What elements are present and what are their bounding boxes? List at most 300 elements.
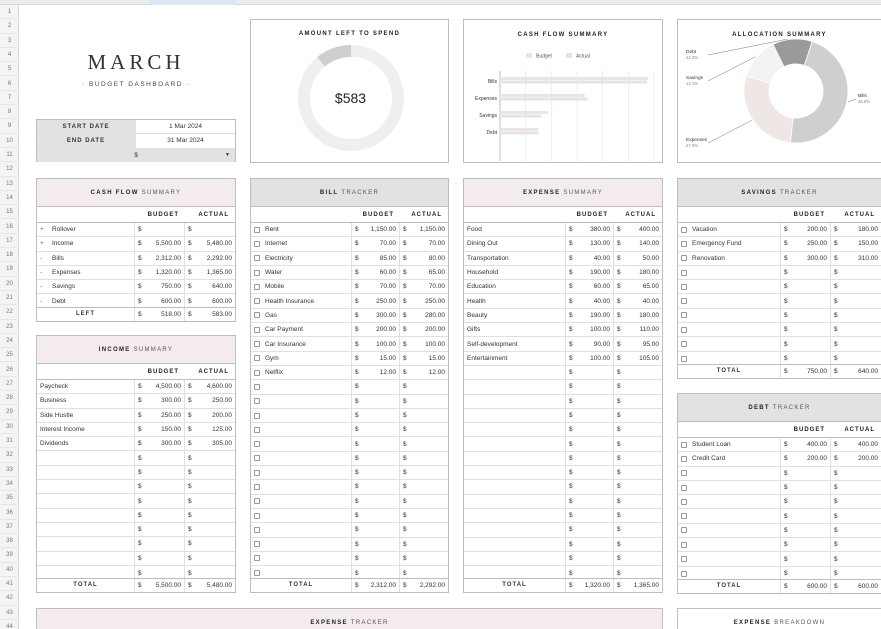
- row-label-cell[interactable]: [251, 480, 352, 493]
- row-number[interactable]: 38: [0, 534, 19, 548]
- actual-cell[interactable]: [614, 380, 662, 393]
- budget-cell[interactable]: [566, 480, 614, 493]
- table-row[interactable]: [464, 223, 662, 237]
- row-label-cell[interactable]: [37, 423, 135, 436]
- budget-cell[interactable]: [566, 423, 614, 436]
- table-row[interactable]: [251, 523, 448, 537]
- table-row[interactable]: [464, 294, 662, 308]
- row-number[interactable]: 29: [0, 405, 19, 419]
- row-label-cell[interactable]: [464, 480, 566, 493]
- row-number[interactable]: 1: [0, 5, 19, 19]
- row-label-cell[interactable]: [37, 494, 135, 507]
- actual-cell[interactable]: [614, 437, 662, 450]
- table-row[interactable]: [464, 409, 662, 423]
- table-row[interactable]: [251, 252, 448, 266]
- row-label-cell[interactable]: [678, 467, 781, 480]
- table-row[interactable]: [37, 480, 235, 494]
- budget-cell[interactable]: [566, 237, 614, 250]
- row-label-cell[interactable]: [464, 538, 566, 551]
- budget-cell[interactable]: [135, 409, 185, 422]
- row-number[interactable]: 19: [0, 262, 19, 276]
- table-row[interactable]: [464, 523, 662, 537]
- actual-cell[interactable]: [185, 537, 235, 550]
- actual-cell[interactable]: [831, 309, 881, 322]
- budget-cell[interactable]: [135, 480, 185, 493]
- row-label-cell[interactable]: [678, 337, 781, 350]
- row-label-cell[interactable]: [37, 466, 135, 479]
- end-date-value[interactable]: 31 Mar 2024: [167, 137, 204, 145]
- budget-cell[interactable]: [135, 280, 185, 293]
- table-row[interactable]: [37, 437, 235, 451]
- checkbox[interactable]: [681, 499, 687, 505]
- table-row[interactable]: [251, 294, 448, 308]
- budget-cell[interactable]: [135, 523, 185, 536]
- budget-cell[interactable]: [135, 380, 185, 393]
- table-row[interactable]: [37, 252, 235, 266]
- checkbox[interactable]: [254, 413, 260, 419]
- actual-cell[interactable]: [614, 466, 662, 479]
- budget-cell[interactable]: [781, 237, 831, 250]
- budget-cell[interactable]: [135, 552, 185, 565]
- row-number[interactable]: 40: [0, 563, 19, 577]
- row-label-cell[interactable]: [464, 366, 566, 379]
- budget-cell[interactable]: [352, 466, 400, 479]
- row-label-cell[interactable]: [251, 466, 352, 479]
- table-row[interactable]: [464, 552, 662, 566]
- table-row[interactable]: [251, 366, 448, 380]
- checkbox[interactable]: [254, 384, 260, 390]
- table-row[interactable]: [464, 395, 662, 409]
- row-label-cell[interactable]: [251, 395, 352, 408]
- row-label-cell[interactable]: [464, 280, 566, 293]
- table-row[interactable]: [37, 509, 235, 523]
- budget-cell[interactable]: [781, 552, 831, 565]
- actual-cell[interactable]: [831, 323, 881, 336]
- actual-cell[interactable]: [831, 337, 881, 350]
- actual-cell[interactable]: [185, 252, 235, 265]
- row-label-cell[interactable]: [678, 237, 781, 250]
- row-number[interactable]: 23: [0, 320, 19, 334]
- budget-cell[interactable]: [566, 395, 614, 408]
- row-label-cell[interactable]: [251, 538, 352, 551]
- row-label-cell[interactable]: [678, 223, 781, 236]
- actual-cell[interactable]: [400, 352, 448, 365]
- checkbox[interactable]: [254, 498, 260, 504]
- row-label-cell[interactable]: [464, 309, 566, 322]
- actual-cell[interactable]: [831, 294, 881, 307]
- row-label-cell[interactable]: [37, 480, 135, 493]
- row-number[interactable]: 27: [0, 377, 19, 391]
- table-row[interactable]: [37, 523, 235, 537]
- row-label-cell[interactable]: [678, 495, 781, 508]
- actual-cell[interactable]: [614, 352, 662, 365]
- checkbox[interactable]: [681, 513, 687, 519]
- budget-cell[interactable]: [135, 509, 185, 522]
- row-number[interactable]: 10: [0, 134, 19, 148]
- row-number[interactable]: 25: [0, 348, 19, 362]
- row-label-cell[interactable]: [251, 523, 352, 536]
- row-label-cell[interactable]: [37, 451, 135, 464]
- actual-cell[interactable]: [185, 394, 235, 407]
- budget-cell[interactable]: [566, 252, 614, 265]
- row-number[interactable]: 44: [0, 620, 19, 629]
- budget-cell[interactable]: [566, 266, 614, 279]
- budget-cell[interactable]: [135, 252, 185, 265]
- table-row[interactable]: [464, 366, 662, 380]
- row-number[interactable]: 30: [0, 420, 19, 434]
- row-number[interactable]: 42: [0, 591, 19, 605]
- actual-cell[interactable]: [400, 552, 448, 565]
- actual-cell[interactable]: [831, 509, 881, 522]
- actual-cell[interactable]: [400, 437, 448, 450]
- actual-cell[interactable]: [614, 280, 662, 293]
- actual-cell[interactable]: [831, 266, 881, 279]
- row-label-cell[interactable]: [678, 538, 781, 551]
- budget-cell[interactable]: [352, 452, 400, 465]
- row-number[interactable]: 21: [0, 291, 19, 305]
- row-label-cell[interactable]: [464, 395, 566, 408]
- row-label-cell[interactable]: [678, 452, 781, 465]
- budget-cell[interactable]: [566, 452, 614, 465]
- table-row[interactable]: [251, 437, 448, 451]
- checkbox[interactable]: [681, 442, 687, 448]
- budget-cell[interactable]: [352, 495, 400, 508]
- table-row[interactable]: [251, 223, 448, 237]
- budget-cell[interactable]: [566, 495, 614, 508]
- budget-cell[interactable]: [352, 323, 400, 336]
- row-number[interactable]: 31: [0, 434, 19, 448]
- start-date-value[interactable]: 1 Mar 2024: [169, 123, 202, 131]
- row-label-cell[interactable]: [678, 481, 781, 494]
- row-label-cell[interactable]: [37, 523, 135, 536]
- actual-cell[interactable]: [831, 252, 881, 265]
- row-label-cell[interactable]: [37, 280, 135, 293]
- table-row[interactable]: [251, 480, 448, 494]
- table-row[interactable]: [678, 280, 881, 294]
- row-label-cell[interactable]: [464, 337, 566, 350]
- row-label-cell[interactable]: [251, 452, 352, 465]
- row-label-cell[interactable]: [464, 495, 566, 508]
- table-row[interactable]: [678, 309, 881, 323]
- table-row[interactable]: [251, 466, 448, 480]
- budget-cell[interactable]: [566, 309, 614, 322]
- actual-cell[interactable]: [400, 466, 448, 479]
- table-row[interactable]: [464, 337, 662, 351]
- budget-cell[interactable]: [352, 509, 400, 522]
- checkbox[interactable]: [681, 556, 687, 562]
- row-number[interactable]: 28: [0, 391, 19, 405]
- budget-cell[interactable]: [781, 337, 831, 350]
- table-row[interactable]: [37, 494, 235, 508]
- row-label-cell[interactable]: [464, 409, 566, 422]
- table-row[interactable]: [678, 294, 881, 308]
- row-number[interactable]: 35: [0, 491, 19, 505]
- actual-cell[interactable]: [400, 294, 448, 307]
- actual-cell[interactable]: [185, 409, 235, 422]
- actual-cell[interactable]: [185, 466, 235, 479]
- actual-cell[interactable]: [831, 524, 881, 537]
- row-number[interactable]: 43: [0, 606, 19, 620]
- actual-cell[interactable]: [185, 509, 235, 522]
- row-label-cell[interactable]: [251, 409, 352, 422]
- budget-cell[interactable]: [566, 466, 614, 479]
- budget-cell[interactable]: [566, 223, 614, 236]
- actual-cell[interactable]: [614, 323, 662, 336]
- row-label-cell[interactable]: [678, 323, 781, 336]
- row-number[interactable]: 32: [0, 448, 19, 462]
- checkbox[interactable]: [254, 455, 260, 461]
- actual-cell[interactable]: [400, 495, 448, 508]
- row-number[interactable]: 13: [0, 177, 19, 191]
- actual-cell[interactable]: [831, 538, 881, 551]
- table-row[interactable]: [464, 437, 662, 451]
- actual-cell[interactable]: [400, 252, 448, 265]
- row-label-cell[interactable]: [464, 252, 566, 265]
- checkbox[interactable]: [254, 513, 260, 519]
- actual-cell[interactable]: [614, 395, 662, 408]
- table-row[interactable]: [251, 337, 448, 351]
- row-number[interactable]: 34: [0, 477, 19, 491]
- row-number[interactable]: 4: [0, 48, 19, 62]
- row-label-cell[interactable]: [251, 323, 352, 336]
- budget-cell[interactable]: [352, 395, 400, 408]
- row-label-cell[interactable]: [37, 394, 135, 407]
- checkbox[interactable]: [681, 284, 687, 290]
- budget-cell[interactable]: [135, 423, 185, 436]
- row-label-cell[interactable]: [37, 252, 135, 265]
- row-label-cell[interactable]: [464, 380, 566, 393]
- table-row[interactable]: [37, 237, 235, 251]
- currency-select[interactable]: [37, 149, 235, 162]
- actual-cell[interactable]: [400, 395, 448, 408]
- row-label-cell[interactable]: [678, 252, 781, 265]
- actual-cell[interactable]: [831, 481, 881, 494]
- budget-cell[interactable]: [352, 409, 400, 422]
- actual-cell[interactable]: [185, 480, 235, 493]
- actual-cell[interactable]: [614, 509, 662, 522]
- actual-cell[interactable]: [614, 423, 662, 436]
- row-number[interactable]: 8: [0, 105, 19, 119]
- table-row[interactable]: [464, 538, 662, 552]
- table-row[interactable]: [251, 380, 448, 394]
- budget-cell[interactable]: [566, 409, 614, 422]
- row-label-cell[interactable]: [251, 280, 352, 293]
- budget-cell[interactable]: [352, 337, 400, 350]
- table-row[interactable]: [251, 237, 448, 251]
- row-label-cell[interactable]: [251, 437, 352, 450]
- budget-cell[interactable]: [135, 437, 185, 450]
- actual-cell[interactable]: [614, 337, 662, 350]
- table-row[interactable]: [251, 280, 448, 294]
- row-label-cell[interactable]: [37, 223, 135, 236]
- checkbox[interactable]: [254, 470, 260, 476]
- column-header-bar[interactable]: [0, 0, 881, 5]
- row-number[interactable]: 20: [0, 277, 19, 291]
- row-number[interactable]: 14: [0, 191, 19, 205]
- row-number[interactable]: 24: [0, 334, 19, 348]
- checkbox[interactable]: [254, 570, 260, 576]
- budget-cell[interactable]: [352, 237, 400, 250]
- table-row[interactable]: [464, 309, 662, 323]
- actual-cell[interactable]: [614, 237, 662, 250]
- actual-cell[interactable]: [614, 409, 662, 422]
- actual-cell[interactable]: [400, 380, 448, 393]
- checkbox[interactable]: [254, 312, 260, 318]
- row-label-cell[interactable]: [464, 266, 566, 279]
- actual-cell[interactable]: [614, 223, 662, 236]
- checkbox[interactable]: [681, 298, 687, 304]
- row-label-cell[interactable]: [37, 509, 135, 522]
- budget-cell[interactable]: [781, 294, 831, 307]
- row-number[interactable]: 7: [0, 91, 19, 105]
- row-label-cell[interactable]: [251, 294, 352, 307]
- table-row[interactable]: [678, 495, 881, 509]
- table-row[interactable]: [37, 409, 235, 423]
- budget-cell[interactable]: [135, 537, 185, 550]
- checkbox[interactable]: [254, 241, 260, 247]
- actual-cell[interactable]: [400, 323, 448, 336]
- budget-cell[interactable]: [566, 337, 614, 350]
- budget-cell[interactable]: [566, 294, 614, 307]
- row-label-cell[interactable]: [37, 409, 135, 422]
- budget-cell[interactable]: [352, 252, 400, 265]
- budget-cell[interactable]: [352, 480, 400, 493]
- actual-cell[interactable]: [400, 452, 448, 465]
- table-row[interactable]: [678, 552, 881, 566]
- budget-cell[interactable]: [566, 523, 614, 536]
- row-label-cell[interactable]: [251, 366, 352, 379]
- table-row[interactable]: [251, 309, 448, 323]
- actual-cell[interactable]: [185, 437, 235, 450]
- row-label-cell[interactable]: [251, 309, 352, 322]
- actual-cell[interactable]: [614, 252, 662, 265]
- actual-cell[interactable]: [614, 538, 662, 551]
- actual-cell[interactable]: [185, 523, 235, 536]
- budget-cell[interactable]: [352, 266, 400, 279]
- budget-cell[interactable]: [781, 252, 831, 265]
- actual-cell[interactable]: [400, 523, 448, 536]
- table-row[interactable]: [251, 423, 448, 437]
- checkbox[interactable]: [254, 227, 260, 233]
- actual-cell[interactable]: [400, 480, 448, 493]
- checkbox[interactable]: [254, 441, 260, 447]
- budget-cell[interactable]: [135, 266, 185, 279]
- row-label-cell[interactable]: [464, 423, 566, 436]
- checkbox[interactable]: [254, 541, 260, 547]
- row-number[interactable]: 41: [0, 577, 19, 591]
- budget-cell[interactable]: [352, 366, 400, 379]
- table-row[interactable]: [678, 237, 881, 251]
- actual-cell[interactable]: [831, 452, 881, 465]
- table-row[interactable]: [251, 509, 448, 523]
- budget-cell[interactable]: [781, 481, 831, 494]
- table-row[interactable]: [251, 409, 448, 423]
- row-label-cell[interactable]: [678, 438, 781, 451]
- table-row[interactable]: [37, 280, 235, 294]
- row-label-cell[interactable]: [464, 452, 566, 465]
- row-number[interactable]: 22: [0, 305, 19, 319]
- table-row[interactable]: [464, 466, 662, 480]
- row-label-cell[interactable]: [251, 223, 352, 236]
- table-row[interactable]: [251, 323, 448, 337]
- actual-cell[interactable]: [614, 552, 662, 565]
- actual-cell[interactable]: [831, 552, 881, 565]
- actual-cell[interactable]: [185, 494, 235, 507]
- actual-cell[interactable]: [614, 495, 662, 508]
- table-row[interactable]: [678, 266, 881, 280]
- row-number[interactable]: 17: [0, 234, 19, 248]
- budget-cell[interactable]: [566, 552, 614, 565]
- table-row[interactable]: [37, 394, 235, 408]
- budget-cell[interactable]: [781, 438, 831, 451]
- row-label-cell[interactable]: [678, 280, 781, 293]
- table-row[interactable]: [251, 452, 448, 466]
- actual-cell[interactable]: [614, 294, 662, 307]
- table-row[interactable]: [251, 395, 448, 409]
- row-label-cell[interactable]: [678, 552, 781, 565]
- row-number[interactable]: 6: [0, 77, 19, 91]
- row-number[interactable]: 3: [0, 34, 19, 48]
- budget-cell[interactable]: [135, 223, 185, 236]
- table-row[interactable]: [37, 537, 235, 551]
- checkbox[interactable]: [254, 398, 260, 404]
- actual-cell[interactable]: [185, 223, 235, 236]
- budget-cell[interactable]: [352, 294, 400, 307]
- budget-cell[interactable]: [352, 523, 400, 536]
- actual-cell[interactable]: [831, 223, 881, 236]
- budget-cell[interactable]: [352, 423, 400, 436]
- table-row[interactable]: [37, 266, 235, 280]
- row-label-cell[interactable]: [464, 523, 566, 536]
- table-row[interactable]: [464, 509, 662, 523]
- checkbox[interactable]: [254, 527, 260, 533]
- table-row[interactable]: [464, 423, 662, 437]
- row-label-cell[interactable]: [251, 252, 352, 265]
- actual-cell[interactable]: [400, 538, 448, 551]
- actual-cell[interactable]: [614, 523, 662, 536]
- row-label-cell[interactable]: [37, 552, 135, 565]
- checkbox[interactable]: [681, 227, 687, 233]
- budget-cell[interactable]: [566, 323, 614, 336]
- table-row[interactable]: [251, 352, 448, 366]
- row-number[interactable]: 15: [0, 205, 19, 219]
- table-row[interactable]: [678, 524, 881, 538]
- row-number[interactable]: 39: [0, 548, 19, 562]
- budget-cell[interactable]: [566, 380, 614, 393]
- table-row[interactable]: [464, 495, 662, 509]
- table-row[interactable]: [37, 552, 235, 566]
- row-label-cell[interactable]: [37, 437, 135, 450]
- budget-cell[interactable]: [566, 366, 614, 379]
- table-row[interactable]: [678, 481, 881, 495]
- row-label-cell[interactable]: [464, 323, 566, 336]
- actual-cell[interactable]: [185, 280, 235, 293]
- checkbox[interactable]: [254, 284, 260, 290]
- table-row[interactable]: [464, 280, 662, 294]
- row-label-cell[interactable]: [464, 437, 566, 450]
- actual-cell[interactable]: [400, 423, 448, 436]
- actual-cell[interactable]: [185, 237, 235, 250]
- table-row[interactable]: [37, 223, 235, 237]
- table-row[interactable]: [464, 323, 662, 337]
- table-row[interactable]: [464, 266, 662, 280]
- row-number[interactable]: 2: [0, 19, 19, 33]
- checkbox[interactable]: [681, 571, 687, 577]
- budget-cell[interactable]: [135, 237, 185, 250]
- actual-cell[interactable]: [831, 237, 881, 250]
- checkbox[interactable]: [254, 270, 260, 276]
- row-label-cell[interactable]: [251, 423, 352, 436]
